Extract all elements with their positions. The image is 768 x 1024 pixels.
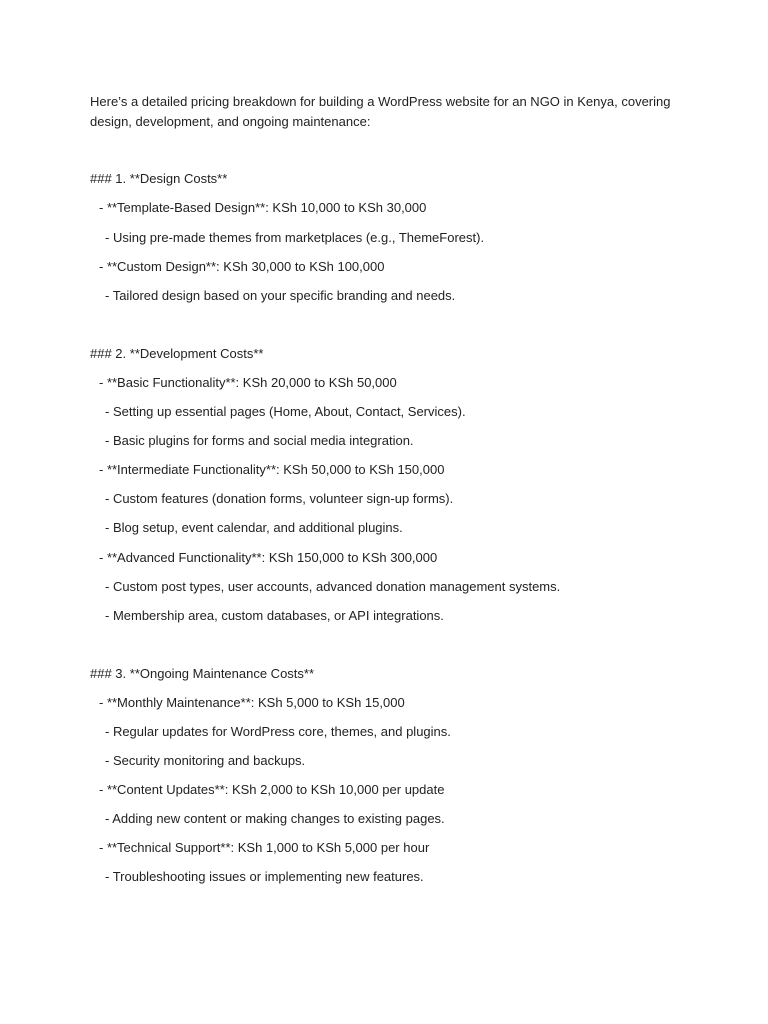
list-item: - **Monthly Maintenance**: KSh 5,000 to KSh 15,000	[99, 695, 405, 710]
sub-list-item: - Adding new content or making changes to existing pages.	[105, 811, 445, 826]
sub-list-item: - Membership area, custom databases, or API integrations.	[105, 608, 444, 623]
sub-list-item: - Basic plugins for forms and social media integration.	[105, 433, 414, 448]
list-item: - **Basic Functionality**: KSh 20,000 to KSh 50,000	[99, 375, 397, 390]
list-item: - **Intermediate Functionality**: KSh 50,000 to KSh 150,000	[99, 462, 445, 477]
sub-list-item: - Blog setup, event calendar, and additional plugins.	[105, 520, 403, 535]
sub-list-item: - Custom features (donation forms, volunteer sign-up forms).	[105, 491, 454, 506]
list-item: - **Advanced Functionality**: KSh 150,000 to KSh 300,000	[99, 550, 438, 565]
list-item: - **Template-Based Design**: KSh 10,000 to KSh 30,000	[99, 200, 427, 215]
intro-paragraph: Here’s a detailed pricing breakdown for building a WordPress website for an NGO in Kenya, covering design, development, and ongoing maintenance:	[90, 94, 671, 129]
sub-list-item: - Using pre-made themes from marketplaces (e.g., ThemeForest).	[105, 230, 485, 245]
sub-list-item: - Regular updates for WordPress core, themes, and plugins.	[105, 724, 451, 739]
list-item: - **Technical Support**: KSh 1,000 to KSh 5,000 per hour	[99, 840, 430, 855]
section-heading: ### 1. **Design Costs**	[90, 171, 228, 186]
sub-list-item: - Tailored design based on your specific branding and needs.	[105, 288, 456, 303]
sub-list-item: - Custom post types, user accounts, advanced donation management systems.	[105, 579, 561, 594]
sub-list-item: - Troubleshooting issues or implementing new features.	[105, 869, 424, 884]
list-item: - **Content Updates**: KSh 2,000 to KSh 10,000 per update	[99, 782, 445, 797]
section-heading: ### 2. **Development Costs**	[90, 346, 264, 361]
section-heading: ### 3. **Ongoing Maintenance Costs**	[90, 666, 315, 681]
sub-list-item: - Security monitoring and backups.	[105, 753, 306, 768]
list-item: - **Custom Design**: KSh 30,000 to KSh 100,000	[99, 259, 385, 274]
sub-list-item: - Setting up essential pages (Home, About, Contact, Services).	[105, 404, 466, 419]
